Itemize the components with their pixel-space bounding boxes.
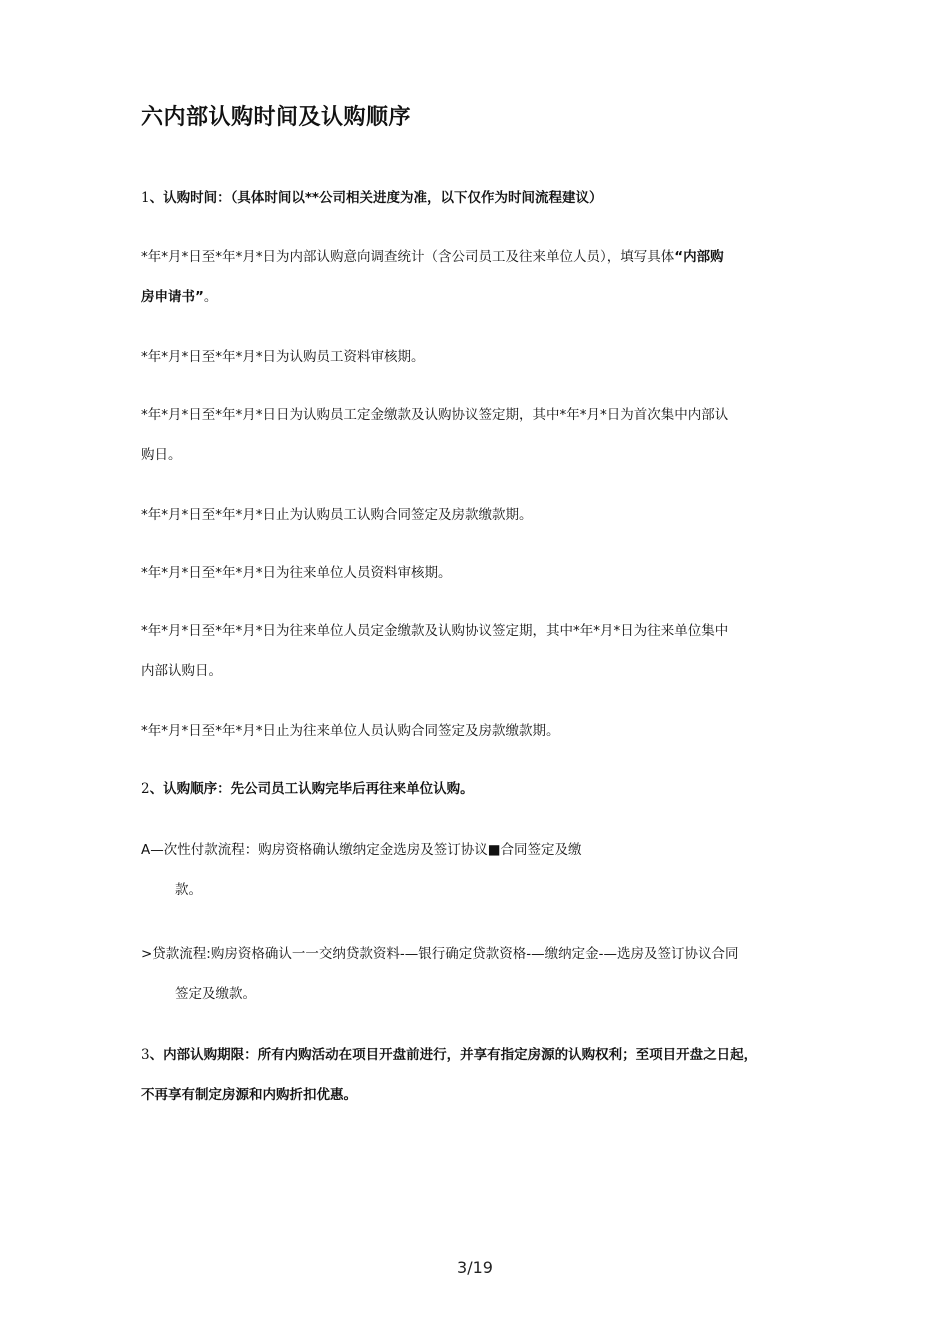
- schedule-item-1-text: *年*月*日至*年*月*日为内部认购意向调查统计（含公司员工及往来单位人员），填写具体: [141, 249, 675, 265]
- page-number: 3/19: [457, 1258, 493, 1277]
- schedule-item-1-emphasis: “内部购: [674, 249, 724, 265]
- schedule-item-1-end: 。: [203, 289, 218, 305]
- schedule-item-6-line-2: 内部认购日。: [141, 663, 222, 679]
- section-3-line-2: 不再享有制定房源和内购折扣优惠。: [141, 1087, 357, 1103]
- schedule-item-3-line-2: 购日。: [141, 447, 182, 463]
- section-1-heading: [141, 186, 602, 206]
- section-2-heading-text: 、认购顺序：先公司员工认购完毕后再往来单位认购。: [149, 781, 474, 797]
- section-2-number: 2: [141, 781, 150, 797]
- section-1-heading-text: 、认购时间：（具体时间以**公司相关进度为准，以下仅作为时间流程建议）: [149, 190, 603, 206]
- schedule-item-6-line-1: *年*月*日至*年*月*日为往来单位人员定金缴款及认购协议签定期，其中*年*月*日为往来单位集中: [141, 623, 729, 639]
- section-3-line-1: [141, 1043, 757, 1063]
- flow-b-line-2: 签定及缴款。: [175, 986, 256, 1002]
- schedule-item-3-line-1: *年*月*日至*年*月*日日为认购员工定金缴款及认购协议签定期，其中*年*月*日为首次集中内部认: [141, 407, 729, 423]
- schedule-item-5: *年*月*日至*年*月*日为往来单位人员资料审核期。: [141, 565, 452, 581]
- flow-a-line-1: A—次性付款流程：购房资格确认缴纳定金选房及签订协议■合同签定及缴: [141, 842, 582, 858]
- schedule-item-1-line-2: [141, 285, 217, 305]
- section-3-text: 、内部认购期限：所有内购活动在项目开盘前进行，并享有指定房源的认购权利；至项目开盘之日起，: [149, 1047, 758, 1063]
- flow-b-line-1: >贷款流程:购房资格确认一一交纳贷款资料-—银行确定贷款资格-—缴纳定金-—选房及签订协议合同: [141, 946, 739, 962]
- schedule-item-2: *年*月*日至*年*月*日为认购员工资料审核期。: [141, 349, 425, 365]
- schedule-item-1-line-1: [141, 245, 724, 265]
- schedule-item-1-emphasis-cont: 房申请书”: [141, 289, 204, 305]
- section-1-number: 1: [141, 190, 150, 206]
- schedule-item-4: *年*月*日至*年*月*日止为认购员工认购合同签定及房款缴款期。: [141, 507, 533, 523]
- schedule-item-7: *年*月*日至*年*月*日止为往来单位人员认购合同签定及房款缴款期。: [141, 723, 560, 739]
- flow-a-line-2: 款。: [175, 882, 202, 898]
- section-2-heading: [141, 777, 474, 797]
- section-3-number: 3: [141, 1047, 150, 1063]
- page-title: 六内部认购时间及认购顺序: [141, 105, 412, 130]
